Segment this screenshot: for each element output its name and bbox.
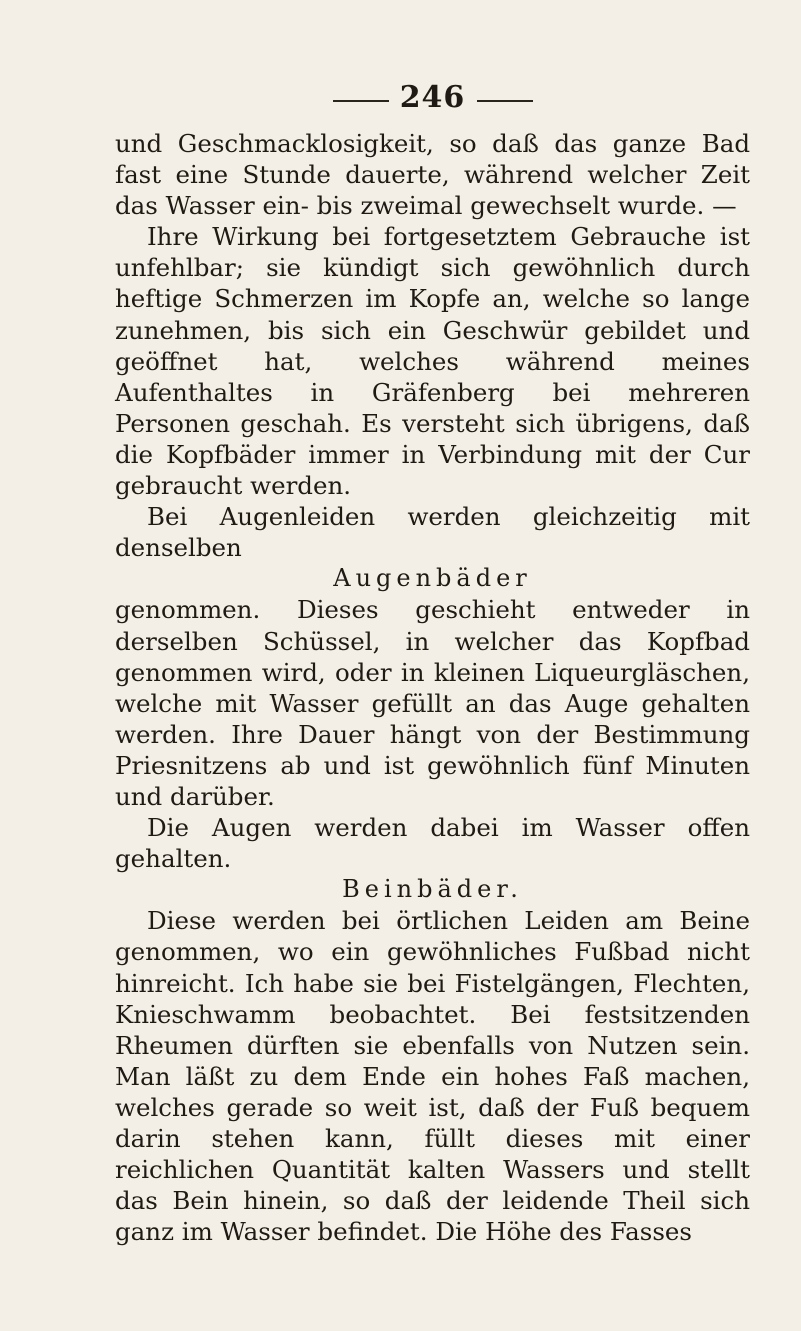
book-page [115,78,750,1247]
header-rule-right [477,100,533,102]
paragraph-6: Diese werden bei örtlichen Leiden am Beine genommen, wo ein gewöhnliches Fußbad nicht hinreicht. Ich habe sie bei Fistelgängen, Flechten, Knieschwamm beobachtet. Bei festsitzenden Rheumen dürften sie ebenfalls von Nutzen sein. Man läßt zu dem Ende ein hohes Faß machen, welches gerade so weit ist, daß der Fuß bequem darin stehen kann, füllt dieses mit einer reichlichen Quantität kalten Wassers und stellt das Bein hinein, so daß der leidende Theil sich ganz im Wasser befindet. Die Höhe des Fasses [115,906,750,1247]
section-heading-beinbaeder: Beinbäder. [342,875,523,904]
section-heading-augenbaeder: Augenbäder [333,564,532,593]
page-header [115,78,750,128]
paragraph-1: und Geschmacklosigkeit, so daß das ganze Bad fast eine Stunde dauerte, während welcher Zeit das Wasser ein- bis zweimal gewechselt wurde. — [115,129,750,221]
paragraph-5: Die Augen werden dabei im Wasser offen gehalten. [115,813,750,874]
paragraph-2: Ihre Wirkung bei fortgesetztem Gebrauche ist unfehlbar; sie kündigt sich gewöhnlich durch heftige Schmerzen im Kopfe an, welche so lange zunehmen, bis sich ein Geschwür gebildet und geöffnet hat, welches während meines Aufenthaltes in Gräfenberg bei mehreren Personen geschah. Es versteht sich übrigens, daß die Kopfbäder immer in Verbindung mit der Cur gebraucht werden. [115,222,750,501]
page-number: 246 [399,80,466,115]
paragraph-4: genommen. Dieses geschieht entweder in derselben Schüssel, in welcher das Kopfbad genommen wird, oder in kleinen Liqueurgläschen, welche mit Wasser gefüllt an das Auge gehalten werden. Ihre Dauer hängt von der Bestimmung Priesnitzens ab und ist gewöhnlich fünf Minuten und darüber. [115,595,750,811]
body-text [115,128,750,1247]
paragraph-3: Bei Augenleiden werden gleichzeitig mit denselben [115,502,750,563]
